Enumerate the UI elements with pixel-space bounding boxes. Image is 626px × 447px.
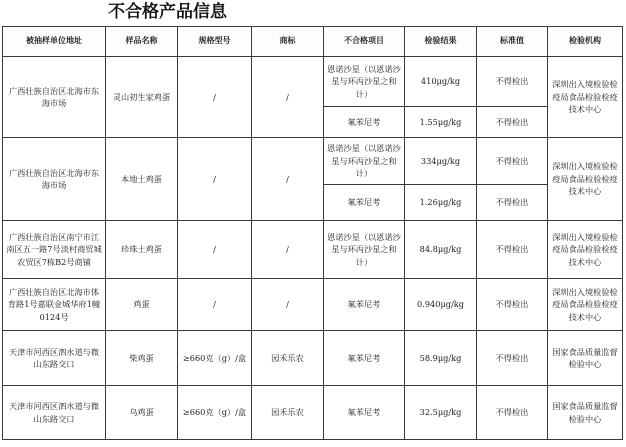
address-cell: 广西壮族自治区北海市东海市场 (3, 138, 106, 221)
sample-name-cell: 鸡蛋 (106, 279, 178, 331)
spec-cell: / (178, 138, 252, 221)
agency-cell: 国家食品质量监督检验中心 (548, 386, 623, 440)
agency-cell: 国家食品质量监督检验中心 (548, 331, 623, 386)
standard-cell: 不得检出 (477, 57, 548, 107)
sample-name-cell: 珍珠土鸡蛋 (106, 221, 178, 279)
table-row (3, 57, 623, 107)
brand-cell: / (252, 221, 324, 279)
failed-item-cell: 氟苯尼考 (324, 107, 405, 138)
failed-item-cell: 恩诺沙星（以恩诺沙星与环丙沙星之和计） (324, 138, 405, 185)
standard-cell: 不得检出 (477, 138, 548, 185)
header-failed-item: 不合格项目 (324, 27, 405, 57)
sample-name-cell: 灵山初生家鸡蛋 (106, 57, 178, 138)
agency-cell: 深圳出入境检验检疫局食品检验检疫技术中心 (548, 221, 623, 279)
standard-cell: 不得检出 (477, 107, 548, 138)
address-cell: 天津市河西区泗水道与微山东路交口 (3, 386, 106, 440)
header-standard-value: 标准值 (477, 27, 548, 57)
standard-cell: 不得检出 (477, 221, 548, 279)
result-cell: 84.8μg/kg (405, 221, 477, 279)
header-brand: 商标 (252, 27, 324, 57)
result-cell: 410μg/kg (405, 57, 477, 107)
failed-item-cell: 氟苯尼考 (324, 279, 405, 331)
failed-item-cell: 氟苯尼考 (324, 185, 405, 221)
table-row (3, 331, 623, 386)
header-testing-agency: 检验机构 (548, 27, 623, 57)
standard-cell: 不得检出 (477, 386, 548, 440)
address-cell: 天津市河西区泗水道与微山东路交口 (3, 331, 106, 386)
address-cell: 广西壮族自治区北海市东海市场 (3, 57, 106, 138)
table-row (3, 138, 623, 185)
standard-cell: 不得检出 (477, 279, 548, 331)
brand-cell: 园禾乐农 (252, 331, 324, 386)
header-spec: 规格型号 (178, 27, 252, 57)
header-test-result: 检验结果 (405, 27, 477, 57)
header-row (3, 27, 623, 57)
brand-cell: 园禾乐农 (252, 386, 324, 440)
address-cell: 广西壮族自治区北海市体育路1号嘉联金城华府1幢0124号 (3, 279, 106, 331)
result-cell: 334μg/kg (405, 138, 477, 185)
brand-cell: / (252, 138, 324, 221)
agency-cell: 深圳出入境检验检疫局食品检验检疫技术中心 (548, 279, 623, 331)
nonconforming-products-table (2, 26, 623, 440)
header-address: 被抽样单位地址 (3, 27, 106, 57)
agency-cell: 深圳出入境检验检疫局食品检验检疫技术中心 (548, 57, 623, 138)
spec-cell: / (178, 221, 252, 279)
brand-cell: / (252, 57, 324, 138)
brand-cell: / (252, 279, 324, 331)
failed-item-cell: 恩诺沙星（以恩诺沙星与环丙沙星之和计） (324, 221, 405, 279)
spec-cell: ≥660克（g）/盒 (178, 386, 252, 440)
result-cell: 1.26μg/kg (405, 185, 477, 221)
agency-cell: 深圳出入境检验检疫局食品检验检疫技术中心 (548, 138, 623, 221)
failed-item-cell: 氟苯尼考 (324, 331, 405, 386)
sample-name-cell: 本地土鸡蛋 (106, 138, 178, 221)
table-row (3, 386, 623, 440)
spec-cell: / (178, 279, 252, 331)
table-row (3, 279, 623, 331)
failed-item-cell: 氟苯尼考 (324, 386, 405, 440)
sample-name-cell: 乌鸡蛋 (106, 386, 178, 440)
standard-cell: 不得检出 (477, 331, 548, 386)
standard-cell: 不得检出 (477, 185, 548, 221)
result-cell: 0.940μg/kg (405, 279, 477, 331)
sample-name-cell: 柴鸡蛋 (106, 331, 178, 386)
result-cell: 32.5μg/kg (405, 386, 477, 440)
page-title: 不合格产品信息 (108, 2, 227, 22)
result-cell: 58.9μg/kg (405, 331, 477, 386)
failed-item-cell: 恩诺沙星（以恩诺沙星与环丙沙星之和计） (324, 57, 405, 107)
spec-cell: / (178, 57, 252, 138)
result-cell: 1.55μg/kg (405, 107, 477, 138)
table-row (3, 221, 623, 279)
header-sample-name: 样品名称 (106, 27, 178, 57)
spec-cell: ≥660克（g）/盒 (178, 331, 252, 386)
address-cell: 广西壮族自治区南宁市江南区五一路7号淡村商贸城农贸区7栋B2号商铺 (3, 221, 106, 279)
